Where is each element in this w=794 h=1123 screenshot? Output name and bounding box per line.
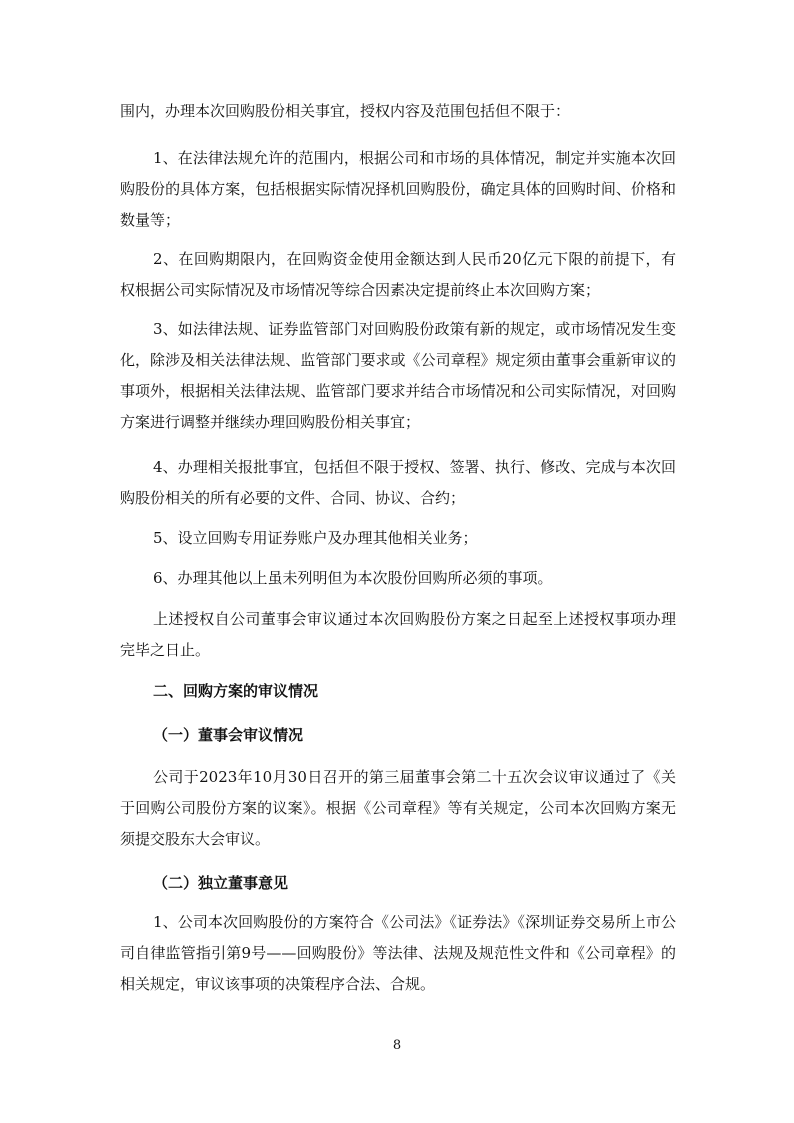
paragraph-item-5: 5、设立回购专用证券账户及办理其他相关业务； [153,529,478,547]
paragraph-item-1: 1、在法律法规允许的范围内，根据公司和市场的具体情况，制定并实施本次回购股份的具体方案，包括根据实际情况择机回购股份，确定具体的回购时间、价格和数量等； [120,149,676,229]
subsection-heading-independent-directors: （二）独立董事意见 [153,874,289,892]
section-heading-review: 二、回购方案的审议情况 [153,682,319,700]
paragraph-authorization-period: 上述授权自公司董事会审议通过本次回购股份方案之日起至上述授权事项办理完毕之日止。 [120,610,676,659]
paragraph-item-3: 3、如法律法规、证券监管部门对回购股份政策有新的规定，或市场情况发生变化，除涉及相关法律法规、监管部门要求或《公司章程》规定须由董事会重新审议的事项外，根据相关法律法规、监管部门要求并结合市场情况和公司实际情况，对回购方案进行调整并继续办理回购股份相关事宜； [120,320,676,431]
paragraph-independent-opinion-1: 1、公司本次回购股份的方案符合《公司法》《证券法》《深圳证券交易所上市公司自律监管指引第9号——回购股份》等法律、法规及规范性文件和《公司章程》的相关规定，审议该事项的决策程序合法、合规。 [120,913,676,993]
paragraph-item-6: 6、办理其他以上虽未列明但为本次股份回购所必须的事项。 [153,569,553,587]
paragraph-continuation: 围内，办理本次回购股份相关事宜，授权内容及范围包括但不限于： [120,102,571,120]
paragraph-board-review: 公司于2023年10月30日召开的第三届董事会第二十五次会议审议通过了《关于回购公司股份方案的议案》。根据《公司章程》等有关规定，公司本次回购方案无须提交股东大会审议。 [120,768,676,848]
subsection-heading-board-review: （一）董事会审议情况 [153,726,304,744]
page-number: 8 [392,1038,402,1053]
paragraph-item-2: 2、在回购期限内，在回购资金使用金额达到人民币20亿元下限的前提下，有权根据公司实际情况及市场情况等综合因素决定提前终止本次回购方案； [120,250,676,299]
paragraph-item-4: 4、办理相关报批事宜，包括但不限于授权、签署、执行、修改、完成与本次回购股份相关的所有必要的文件、合同、协议、合约； [120,458,676,507]
